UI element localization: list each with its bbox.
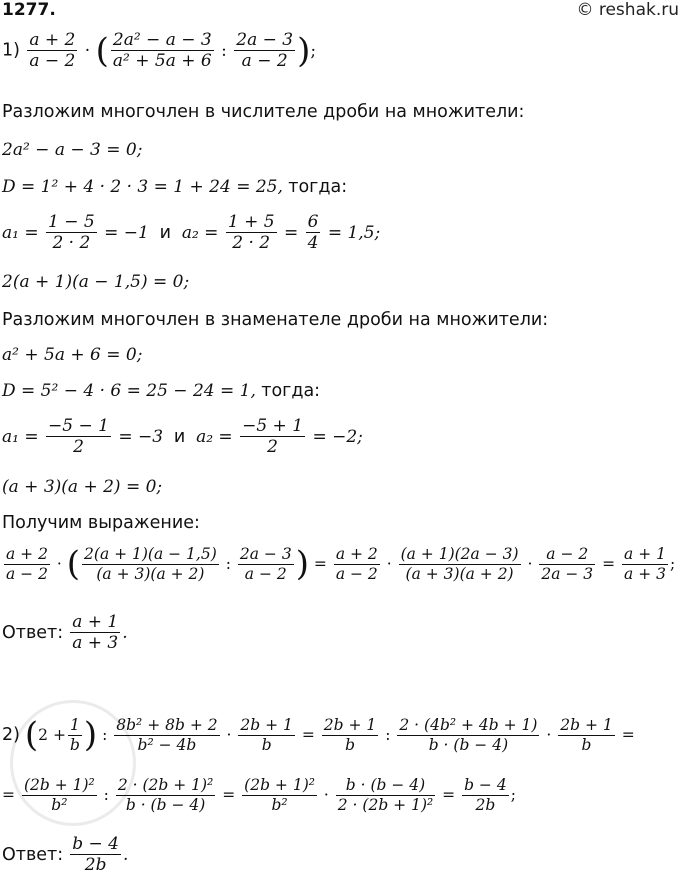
watermark-circle	[10, 700, 136, 826]
expression-line: $\frac{a + 2}{a - 2}$ · ( $\frac{2(a + 1)(a - 1,5)}{(a + 3)(a + 2)}$ : $\frac{2a - 3}{a - 2}$ ) = $\frac{a + 2}{a - 2}$ · $\frac{(a + 1)(2a - 3)}{(a + 3)(a + 2)}$ · $\frac{a - 2}{2a - 3}$ = $\frac{a + 1}{a + 3}$ ;	[6, 544, 676, 585]
text-numerator: Разложим многочлен в числителе дроби на множители:	[2, 102, 525, 122]
problem-number: 1277.	[2, 0, 56, 20]
factorization-2: (a + 3)(a + 2) = 0;	[2, 477, 163, 497]
part2-line-2: = $\frac{\text{(2b + 1)²}}{\text{b²}}$ : $\frac{\text{2 · (2b + 1)²}}{b \cdot (b - 4)}$ = $\frac{\text{(2b + 1)²}}{\text{b²}}$ · $\frac{b \cdot (b - 4)}{\text{2 · (2b + 1)²}}$ = $\frac{b - 4}{2b}$ ;	[2, 776, 516, 814]
part1-label: 1)	[2, 40, 20, 61]
factorization-1: 2(a + 1)(a − 1,5) = 0;	[2, 272, 190, 292]
roots-1: a₁ = $\frac{1 - 5}{2 \cdot 2}$ = −1 и a₂ = $\frac{1 + 5}{2 \cdot 2}$ = $\frac{6}{4}$ = 1,5;	[2, 212, 381, 254]
fraction: $\frac{\text{2a² − a − 3}}{\text{a² + 5a + 6}}$	[112, 30, 212, 72]
fraction: $\frac{a + 2}{a - 2}$	[29, 30, 76, 72]
answer-1: Ответ: $\frac{a + 1}{a + 3}$ .	[2, 612, 128, 654]
equation-2: a² + 5a + 6 = 0;	[2, 345, 143, 365]
equation-1: 2a² − a − 3 = 0;	[2, 140, 143, 160]
part1-task: 1) $\frac{a + 2}{a - 2}$ · ( $\frac{\text{2a² − a − 3}}{\text{a² + 5a + 6}}$ : $\frac{2a - 3}{a - 2}$ );	[2, 30, 317, 72]
text-denominator: Разложим многочлен в знаменателе дроби на множители:	[2, 310, 549, 330]
site-watermark: © reshak.ru	[576, 0, 679, 20]
discriminant-1: D = 1² + 4 · 2 · 3 = 1 + 24 = 25, тогда:	[2, 177, 348, 197]
answer-2: Ответ: $\frac{b - 4}{2b}$ .	[2, 834, 129, 876]
roots-2: a₁ = $\frac{-5 - 1}{2}$ = −3 и a₂ = $\frac{-5 + 1}{2}$ = −2;	[2, 416, 363, 458]
text-expression: Получим выражение:	[2, 513, 200, 533]
fraction: $\frac{2a - 3}{a - 2}$	[236, 30, 294, 72]
part2-line-1: 2) (2 + $\frac{1}{b}$ ) : $\frac{\text{8b² + 8b + 2}}{\text{b² − 4b}}$ · $\frac{2b + 1}{b}$ = $\frac{2b + 1}{b}$ : $\frac{\text{2 · (4b² + 4b + 1)}}{b \cdot (b - 4)}$ · $\frac{2b + 1}{b}$ =	[2, 715, 635, 756]
discriminant-2: D = 5² − 4 · 6 = 25 − 24 = 1, тогда:	[2, 381, 321, 401]
